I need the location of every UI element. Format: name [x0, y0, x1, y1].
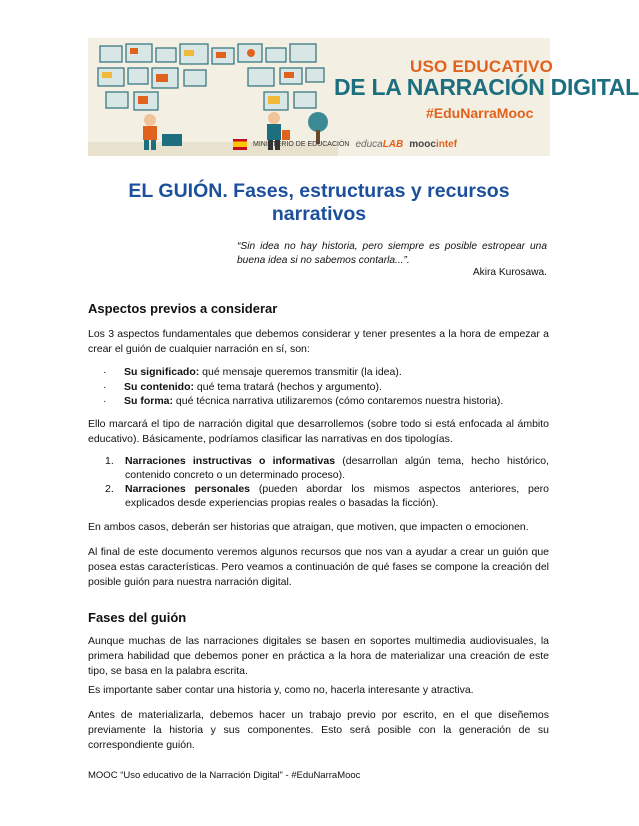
section-heading: Fases del guión [88, 610, 187, 625]
bullet-item: · Su forma: qué técnica narrativa utilizaremos (cómo contaremos nuestra historia). [103, 395, 504, 407]
paragraph: Los 3 aspectos fundamentales que debemos considerar y tener presentes a la hora de empezar a crear el guión de cualquier narración en sí, son: [88, 328, 549, 356]
numbered-item: 1. Narraciones instructivas o informativas (desarrollan algún tema, hecho histórico, contenido concreto o un determinado proceso). [105, 455, 549, 481]
numbered-item: 2. Narraciones personales (pueden abordar los mismos aspectos anteriores, pero explicados desde experiencias propias reales o basadas la ficción). [105, 483, 550, 509]
paragraph: Al final de este documento veremos algunos recursos que nos van a ayudar a crear un guión que posea estas características. Pero veamos a continuación de qué fases se compone la creación del posible guión para nuestra narración digital. [88, 546, 549, 589]
educalab-logo: educaLAB [355, 138, 404, 150]
paragraph: Ello marcará el tipo de narración digital que desarrollemos (sobre todo si está enfocada al ámbito educativo). Básicamente, podríamos clasificar las narrativas en dos tipologías. [88, 418, 549, 446]
section-heading: Aspectos previos a considerar [88, 301, 278, 316]
bullet-item: · Su significado: qué mensaje queremos transmitir (la idea). [103, 366, 402, 378]
spain-flag-icon [233, 139, 247, 150]
paragraph: En ambos casos, deberán ser historias que atraigan, que motiven, que impacten o emocionen. [88, 521, 529, 533]
moocintef-logo: moocintef [409, 138, 458, 150]
epigraph-author: Akira Kurosawa. [472, 267, 547, 278]
paragraph: Antes de materializarla, debemos hacer un trabajo previo por escrito, en el que diseñemos previamente la historia y sus componentes. Esto será posible con la generación de su correspondiente guión. [88, 709, 549, 752]
page-footer: MOOC “Uso educativo de la Narración Digital” - #EduNarraMooc [88, 770, 361, 781]
paragraph: Aunque muchas de las narraciones digitales se basen en soportes multimedia audiovisuales, la primera habilidad que debemos poner en práctica a la hora de materializar una creación de este tipo, se basa en la palabra escrita. [88, 635, 549, 678]
banner-title-line1: USO EDUCATIVO [410, 57, 554, 76]
sponsor-logos [233, 137, 457, 151]
banner-hashtag: #EduNarraMooc [426, 105, 534, 121]
ministry-logo: MINISTERIO DE EDUCACIÓN [253, 140, 350, 148]
bullet-item: · Su contenido: qué tema tratará (hechos y argumento). [103, 381, 382, 393]
document-title: EL GUIÓN. Fases, estructuras y recursos narrativos [128, 180, 510, 225]
paragraph: Es importante saber contar una historia y, como no, hacerla interesante y atractiva. [88, 684, 474, 696]
header-banner [88, 38, 639, 156]
epigraph-quote: “Sin idea no hay historia, pero siempre es posible estropear una buena idea si no sabemos contarla...”. [237, 241, 547, 266]
banner-title-line2: DE LA NARRACIÓN DIGITAL [334, 74, 639, 100]
